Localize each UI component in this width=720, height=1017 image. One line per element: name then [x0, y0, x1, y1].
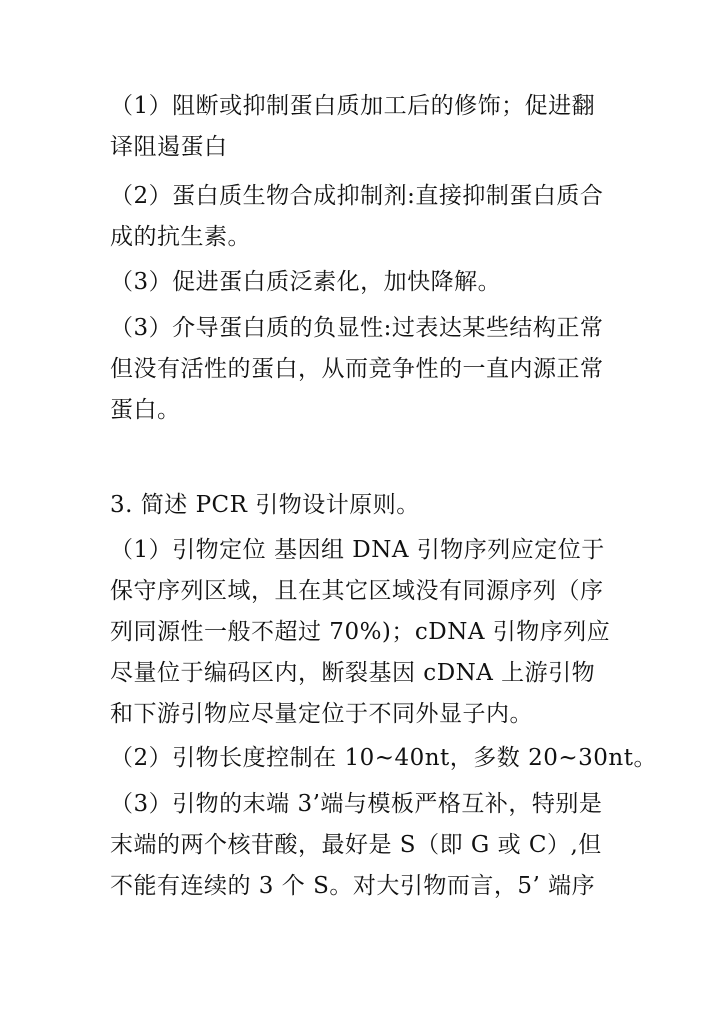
- text-line: 蛋白。: [110, 397, 181, 423]
- text-line: （1）阻断或抑制蛋白质加工后的修饰；促进翻: [110, 93, 596, 119]
- text-line: （2）蛋白质生物合成抑制剂:直接抑制蛋白质合: [110, 183, 604, 209]
- text-line: （3）引物的末端 3’端与模板严格互补，特别是: [110, 791, 603, 817]
- text-line: 尽量位于编码区内，断裂基因 cDNA 上游引物: [110, 660, 596, 686]
- text-line: 末端的两个核苷酸，最好是 S（即 G 或 C）,但: [110, 832, 602, 858]
- heading-text: 3. 简述 PCR 引物设计原则。: [110, 492, 420, 518]
- text-line: （1）引物定位 基因组 DNA 引物序列应定位于: [110, 537, 605, 563]
- paragraph-8: [110, 784, 620, 907]
- text-line: （2）引物长度控制在 10~40nt，多数 20~30nt。: [110, 745, 657, 771]
- paragraph-1: [110, 86, 620, 168]
- paragraph-4: [110, 308, 620, 431]
- paragraph-6: [110, 530, 620, 735]
- text-line: 列同源性一般不超过 70%)；cDNA 引物序列应: [110, 619, 611, 645]
- section-heading: [110, 485, 620, 526]
- paragraph-2: [110, 176, 620, 258]
- text-line: 译阻遏蛋白: [110, 134, 228, 160]
- text-line: 不能有连续的 3 个 S。对大引物而言，5’ 端序: [110, 873, 596, 899]
- text-line: （3）介导蛋白质的负显性:过表达某些结构正常: [110, 315, 604, 341]
- paragraph-7: [110, 738, 657, 779]
- text-line: 成的抗生素。: [110, 224, 251, 250]
- text-line: 和下游引物应尽量定位于不同外显子内。: [110, 701, 533, 727]
- text-line: （3）促进蛋白质泛素化，加快降解。: [110, 269, 502, 295]
- paragraph-3: [110, 262, 620, 303]
- text-line: 保守序列区域，且在其它区域没有同源序列（序: [110, 578, 604, 604]
- text-line: 但没有活性的蛋白，从而竞争性的一直内源正常: [110, 356, 604, 382]
